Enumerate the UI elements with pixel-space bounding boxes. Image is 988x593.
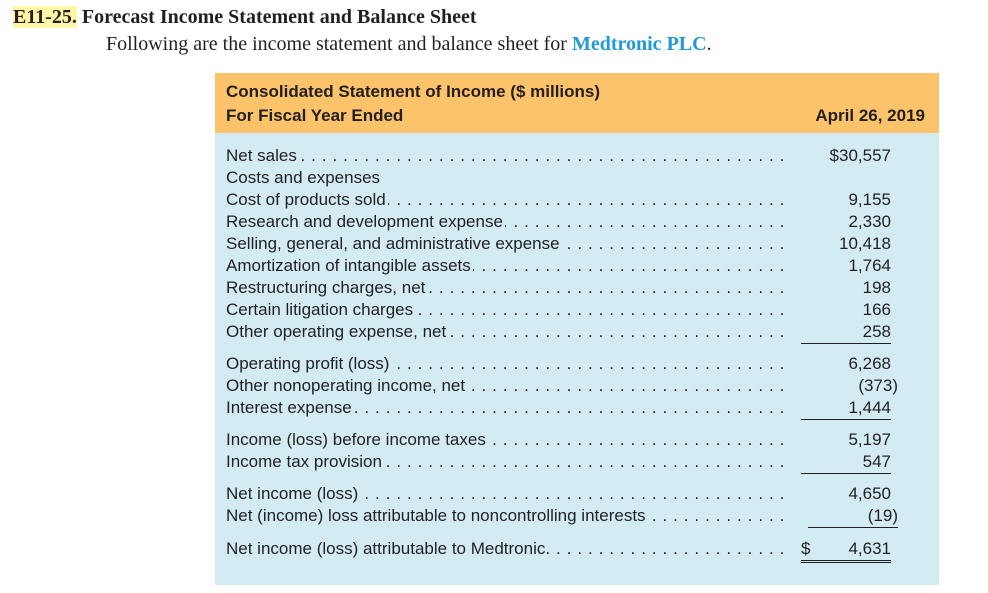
row-label: Income (loss) before income taxes — [226, 430, 486, 449]
row-value: 4,650 — [848, 484, 891, 503]
row-label: Research and development expense — [226, 212, 503, 231]
row-value: 547 — [801, 451, 891, 474]
row-other-nonoperating — [215, 375, 939, 397]
row-label: Restructuring charges, net — [226, 278, 426, 297]
row-value: 5,197 — [848, 430, 891, 449]
row-value: 6,268 — [848, 354, 891, 373]
row-label: Net income (loss) attributable to Medtronic — [226, 539, 546, 558]
row-label: Cost of products sold — [226, 190, 386, 209]
statement-period-label: For Fiscal Year Ended — [226, 106, 404, 125]
income-statement — [215, 73, 939, 585]
row-income-tax — [215, 451, 939, 473]
row-label: Certain litigation charges — [226, 300, 414, 319]
dollar-sign: $ — [801, 539, 811, 558]
row-label: Costs and expenses — [226, 168, 381, 187]
exercise-heading — [13, 6, 476, 29]
row-litigation — [215, 299, 939, 321]
row-other-operating — [215, 321, 939, 343]
row-cost-of-products-sold — [215, 189, 939, 211]
row-label: Other nonoperating income, net — [226, 376, 466, 395]
row-value: 166 — [862, 300, 891, 319]
row-value: 10,418 — [839, 234, 891, 253]
row-value: (373) — [858, 376, 898, 395]
row-value: 2,330 — [848, 212, 891, 231]
company-name: Medtronic PLC — [571, 33, 707, 55]
row-label: Net sales — [226, 146, 297, 165]
row-value: 1,764 — [848, 256, 891, 275]
row-interest-expense — [215, 397, 939, 419]
column-header-date: April 26, 2019 — [815, 106, 925, 125]
row-net-sales — [215, 145, 939, 167]
row-value: 9,155 — [848, 190, 891, 209]
row-sga — [215, 233, 939, 255]
statement-title: Consolidated Statement of Income ($ millions) — [226, 82, 601, 101]
row-value: 1,444 — [801, 397, 891, 420]
row-label: Interest expense — [226, 398, 352, 417]
row-net-income — [215, 483, 939, 505]
row-label: Income tax provision — [226, 452, 382, 471]
row-income-before-taxes — [215, 429, 939, 451]
exercise-intro — [106, 33, 712, 56]
row-value: $30,557 — [829, 146, 891, 165]
row-value-total — [801, 538, 891, 563]
exercise-title: Forecast Income Statement and Balance Sheet — [81, 6, 477, 28]
total-amount: 4,631 — [848, 539, 891, 558]
exercise-number: E11-25. — [13, 6, 77, 28]
row-label: Operating profit (loss) — [226, 354, 390, 373]
row-restructuring — [215, 277, 939, 299]
row-value: 258 — [801, 321, 891, 344]
row-amortization — [215, 255, 939, 277]
row-research-development — [215, 211, 939, 233]
row-label: Net income (loss) — [226, 484, 359, 503]
row-label: Amortization of intangible assets — [226, 256, 471, 275]
row-label: Selling, general, and administrative expense — [226, 234, 560, 253]
row-value: 198 — [862, 278, 891, 297]
intro-suffix: . — [706, 33, 712, 55]
row-operating-profit — [215, 353, 939, 375]
row-value: (19) — [808, 505, 898, 528]
row-costs-and-expenses — [215, 167, 939, 189]
row-label: Net (income) loss attributable to noncontrolling interests — [226, 506, 646, 525]
row-net-income-medtronic — [215, 538, 939, 560]
intro-prefix: Following are the income statement and balance sheet for — [106, 33, 572, 55]
row-noncontrolling — [215, 505, 939, 527]
row-label: Other operating expense, net — [226, 322, 447, 341]
statement-header — [215, 73, 939, 133]
